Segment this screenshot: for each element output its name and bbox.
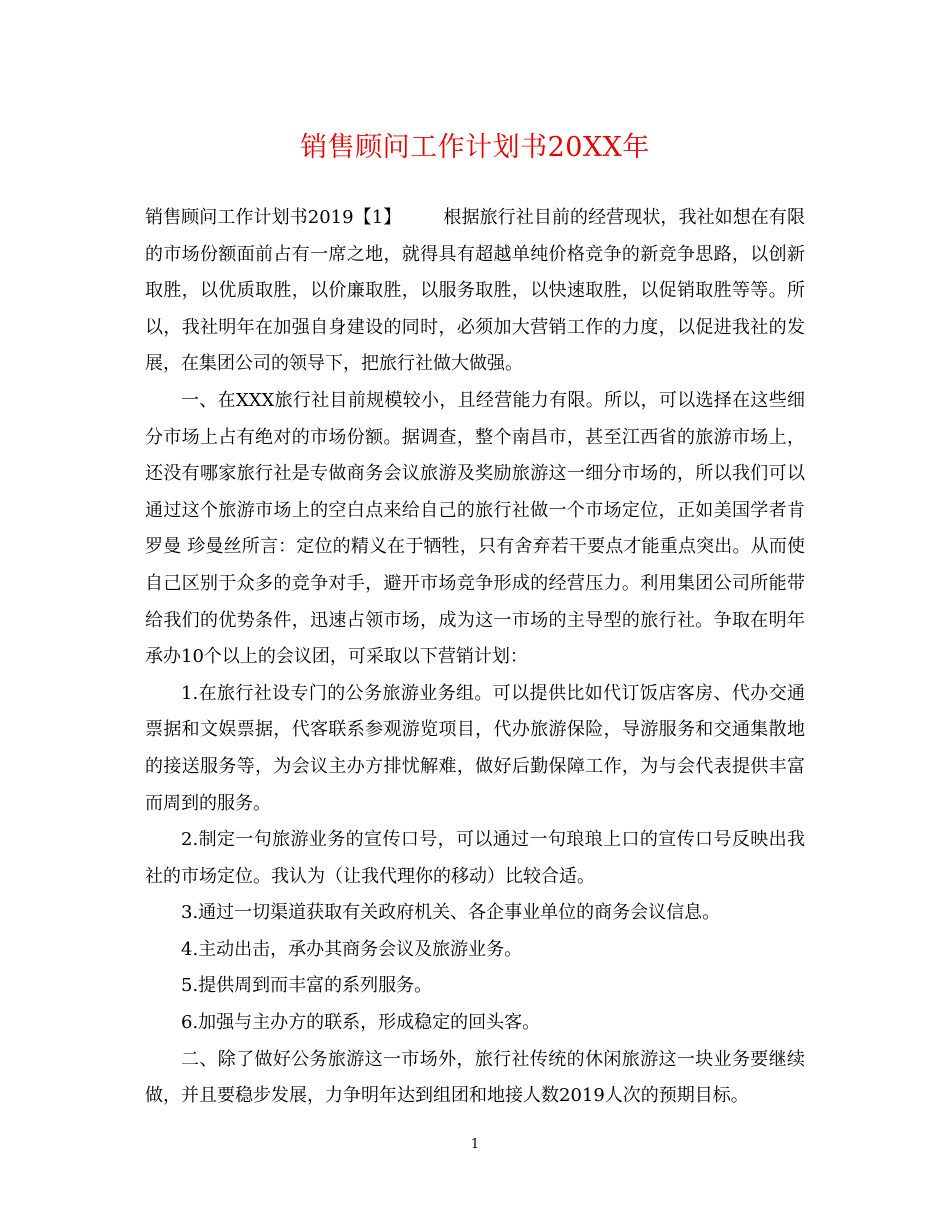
intro-text: 根据旅行社目前的经营现状，我社如想在有限的市场份额面前占有一席之地，就得具有超越单纯价格竞争的新竞争思路，以创新取胜，以优质取胜，以价廉取胜，以服务取胜，以快速取胜，以促销取胜等等。所以，我社明年在加强自身建设的同时，必须加大营销工作的力度，以促进我社的发展，在集团公司的领导下，把旅行社做大做强。	[145, 207, 805, 375]
document-body	[145, 200, 805, 1115]
page-number: 1	[470, 1137, 480, 1152]
paragraph-5: 4.主动出击，承办其商务会议及旅游业务。	[181, 938, 523, 960]
intro-paragraph	[145, 200, 805, 383]
paragraph-3: 2.制定一句旅游业务的宣传口号，可以通过一句琅琅上口的宣传口号反映出我社的市场定位。我认为（让我代理你的移动）比较合适。	[145, 829, 805, 887]
paragraph-7: 6.加强与主办方的联系，形成稳定的回头客。	[181, 1012, 541, 1034]
paragraph-4: 3.通过一切渠道获取有关政府机关、各企事业单位的商务会议信息。	[181, 902, 721, 924]
document-title: 销售顾问工作计划书20XX年	[300, 132, 650, 163]
paragraph-1: 一、在XXX旅行社目前规模较小，且经营能力有限。所以，可以选择在这些细分市场上占有绝对的市场份额。据调查，整个南昌市，甚至江西省的旅游市场上，还没有哪家旅行社是专做商务会议旅游及奖励旅游这一细分市场的，所以我们可以通过这个旅游市场上的空白点来给自己的旅行社做一个市场定位，正如美国学者肯罗曼 珍曼丝所言：定位的精义在于牺牲，只有舍弃若干要点才能重点突出。从而使自己区别于众多的竞争对手，避开市场竞争形成的经营压力。利用集团公司所能带给我们的优势条件，迅速占领市场，成为这一市场的主导型的旅行社。争取在明年承办10个以上的会议团，可采取以下营销计划：	[145, 389, 805, 668]
paragraph-6: 5.提供周到而丰富的系列服务。	[181, 975, 433, 997]
paragraph-8: 二、除了做好公务旅游这一市场外，旅行社传统的休闲旅游这一块业务要继续做，并且要稳步发展，力争明年达到组团和地接人数2019人次的预期目标。	[145, 1048, 805, 1107]
paragraph-2: 1.在旅行社设专门的公务旅游业务组。可以提供比如代订饭店客房、代办交通票据和文娱票据，代客联系参观游览项目，代办旅游保险，导游服务和交通集散地的接送服务等，为会议主办方排忧解难，做好后勤保障工作，为与会代表提供丰富而周到的服务。	[145, 682, 805, 814]
intro-label: 销售顾问工作计划书2019【1】	[145, 207, 402, 228]
